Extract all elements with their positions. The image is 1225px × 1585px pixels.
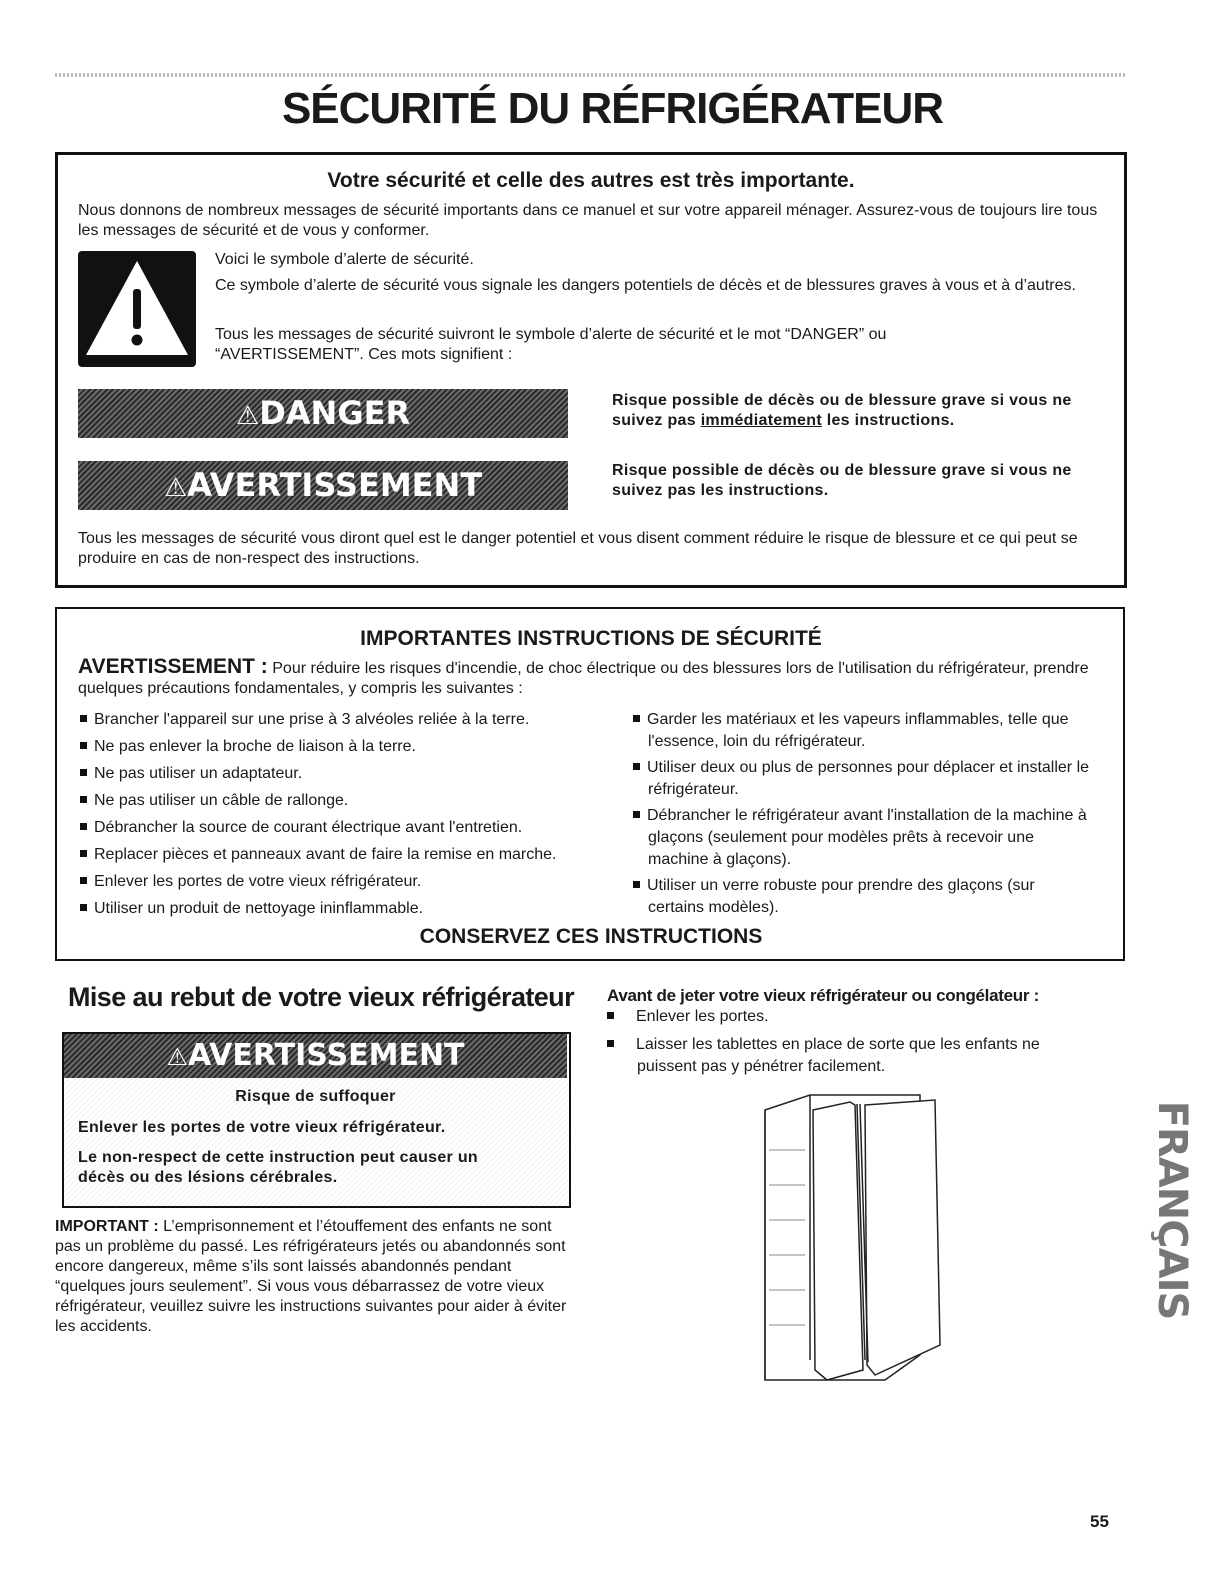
bullet-icon [633, 715, 640, 722]
list-item-text: Débrancher la source de courant électrique avant l'entretien. [94, 819, 523, 836]
safety-intro: Nous donnons de nombreux messages de sécurité importants dans ce manuel et sur votre appareil ménager. Assurez-vous de toujours lire tous les messages de sécurité et de vous y conformer. [78, 202, 1098, 239]
risk-line2: Le non-respect de cette instruction peut causer un décès ou des lésions cérébrales. [78, 1149, 478, 1186]
list-item-text: Garder les matériaux et les vapeurs inflammables, telle que l'essence, loin du réfrigérateur. [647, 711, 1069, 750]
list-item-text: Ne pas utiliser un câble de rallonge. [94, 792, 349, 809]
list-item [80, 844, 620, 866]
bullet-icon [80, 742, 87, 749]
list-item-text: Brancher l'appareil sur une prise à 3 alvéoles reliée à la terre. [94, 711, 530, 728]
bullet-icon [80, 904, 87, 911]
danger-bar [78, 389, 568, 438]
risk-line1: Enlever les portes de votre vieux réfrigérateur. [78, 1119, 446, 1136]
symbol-line3: Tous les messages de sécurité suivront le symbole d’alerte de sécurité et le mot “DANGER” ou “AVERTISSEMENT”. Ces mots signifient : [215, 326, 887, 363]
top-rule [55, 73, 1125, 77]
list-item [633, 805, 1093, 871]
important-paragraph [55, 1217, 575, 1337]
list-item-text: Débrancher le réfrigérateur avant l'installation de la machine à glaçons (seulement pour modèles prêts à recevoir une machine à glaçons). [647, 807, 1087, 868]
instructions-warning-word: AVERTISSEMENT : [78, 655, 268, 678]
safety-heading: Votre sécurité et celle des autres est très importante. [327, 169, 855, 192]
list-item [80, 763, 620, 785]
list-item [80, 736, 620, 758]
list-item [80, 898, 620, 920]
warning-triangle-icon: ⚠ [166, 1043, 188, 1071]
warning-bar [78, 461, 568, 510]
danger-text-underlined: immédiatement [700, 412, 822, 429]
refrigerator-illustration [755, 1090, 965, 1390]
list-item-text: Ne pas enlever la broche de liaison à la terre. [94, 738, 416, 755]
bullet-icon [80, 850, 87, 857]
bullet-icon [80, 769, 87, 776]
left-bullet-list [80, 709, 620, 925]
list-item [80, 817, 620, 839]
symbol-line1: Voici le symbole d’alerte de sécurité. [215, 251, 474, 268]
bullet-icon [80, 877, 87, 884]
instructions-warning-text: Pour réduire les risques d'incendie, de choc électrique ou des blessures lors de l'utilisation du réfrigérateur, prendre quelques précautions fondamentales, y compris les suivantes : [78, 660, 1089, 697]
list-item [633, 709, 1093, 753]
danger-text-a: Risque possible de décès ou de blessure grave si vous ne suivez pas [612, 392, 1072, 429]
danger-text [612, 391, 1112, 431]
bullet-icon [80, 796, 87, 803]
disposal-warning-label: AVERTISSEMENT [187, 1038, 465, 1073]
before-heading: Avant de jeter votre vieux réfrigérateur ou congélateur : [607, 986, 1039, 1005]
list-item [80, 709, 620, 731]
important-label: IMPORTANT : [55, 1218, 159, 1235]
list-item-text: Utiliser deux ou plus de personnes pour déplacer et installer le réfrigérateur. [647, 759, 1090, 798]
right-bullet-list [633, 709, 1093, 923]
before-list [607, 1006, 1097, 1078]
list-item [633, 875, 1093, 919]
disposal-heading: Mise au rebut de votre vieux réfrigérateur [68, 982, 574, 1012]
danger-text-b: les instructions. [821, 412, 955, 429]
page-title: SÉCURITÉ DU RÉFRIGÉRATEUR [281, 84, 944, 133]
warning-text: Risque possible de décès ou de blessure grave si vous ne suivez pas les instructions. [612, 462, 1072, 499]
list-item-text: Replacer pièces et panneaux avant de faire la remise en marche. [94, 846, 557, 863]
list-item [607, 1034, 1097, 1078]
disposal-warning-bar [64, 1034, 567, 1078]
safety-footer: Tous les messages de sécurité vous diront quel est le danger potentiel et vous disent comment réduire le risque de blessure et ce qui peut se produire en cas de non-respect des instructions. [78, 530, 1078, 567]
instructions-footer: CONSERVEZ CES INSTRUCTIONS [419, 925, 763, 948]
warning-triangle-icon: ⚠ [163, 473, 188, 503]
danger-label: DANGER [259, 394, 411, 432]
list-item-text: Laisser les tablettes en place de sorte que les enfants ne puissent pas y pénétrer facilement. [636, 1036, 1040, 1075]
alert-symbol-icon [78, 251, 196, 367]
language-side-tab [1148, 1080, 1196, 1340]
instructions-warning [78, 657, 1108, 699]
list-item-text: Enlever les portes. [636, 1008, 769, 1025]
list-item-text: Ne pas utiliser un adaptateur. [94, 765, 303, 782]
important-text: L’emprisonnement et l’étouffement des enfants ne sont pas un problème du passé. Les réfrigérateurs jetés ou abandonnés sont encore dangereux, même s’ils sont laissés abandonnés pendant “quelques jours seulement”. Si vous vous débarrassez de votre vieux réfrigérateur, veuillez suivre les instructions suivantes pour aider à éviter les accidents. [55, 1218, 567, 1335]
list-item-text: Utiliser un verre robuste pour prendre des glaçons (sur certains modèles). [647, 877, 1035, 916]
bullet-icon [607, 1012, 614, 1019]
list-item [80, 871, 620, 893]
bullet-icon [80, 823, 87, 830]
bullet-icon [607, 1040, 614, 1047]
risk-title: Risque de suffoquer [235, 1088, 396, 1105]
instructions-heading: IMPORTANTES INSTRUCTIONS DE SÉCURITÉ [360, 627, 822, 650]
symbol-line2: Ce symbole d’alerte de sécurité vous signale les dangers potentiels de décès et de blessures graves à vous et à d’autres. [215, 277, 1076, 294]
bullet-icon [80, 715, 87, 722]
list-item [633, 757, 1093, 801]
list-item-text: Utiliser un produit de nettoyage ininflammable. [94, 900, 424, 917]
list-item [607, 1006, 1097, 1028]
warning-label: AVERTISSEMENT [187, 466, 483, 504]
bullet-icon [633, 811, 640, 818]
bullet-icon [633, 881, 640, 888]
page-number: 55 [1090, 1512, 1109, 1531]
list-item [80, 790, 620, 812]
warning-triangle-icon: ⚠ [235, 401, 260, 431]
list-item-text: Enlever les portes de votre vieux réfrigérateur. [94, 873, 422, 890]
side-tab-label: FRANÇAIS [1149, 1100, 1195, 1320]
bullet-icon [633, 763, 640, 770]
